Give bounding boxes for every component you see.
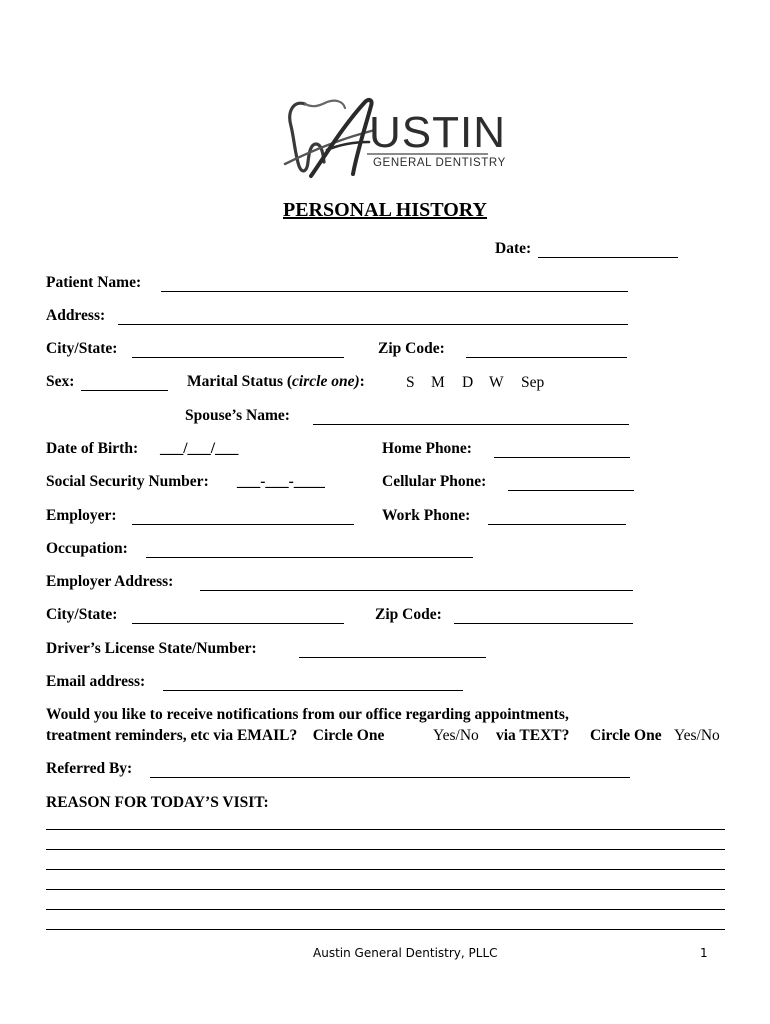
- page-number: 1: [700, 946, 708, 960]
- employer-city-state-label: City/State:: [46, 606, 118, 623]
- marital-option-w[interactable]: W: [489, 374, 504, 391]
- occupation-label: Occupation:: [46, 540, 128, 557]
- marital-option-m[interactable]: M: [431, 374, 445, 391]
- work-phone-field[interactable]: [488, 524, 626, 525]
- ssn-field[interactable]: ___-___-____: [237, 473, 325, 490]
- employer-address-field[interactable]: [200, 590, 633, 591]
- employer-field[interactable]: [132, 524, 354, 525]
- date-of-birth-label: Date of Birth:: [46, 440, 139, 457]
- email-address-field[interactable]: [163, 690, 463, 691]
- sex-field[interactable]: [81, 390, 168, 391]
- footer-company: Austin General Dentistry, PLLC: [313, 946, 498, 960]
- date-of-birth-field[interactable]: ___/___/___: [160, 440, 239, 457]
- zip-code-label: Zip Code:: [378, 340, 445, 357]
- cellular-phone-field[interactable]: [508, 490, 634, 491]
- logo-subtitle: GENERAL DENTISTRY: [373, 157, 506, 169]
- reason-line-4[interactable]: [46, 889, 725, 890]
- date-label: Date:: [495, 240, 532, 257]
- notification-question-line1: Would you like to receive notifications from our office regarding appointments,: [46, 706, 569, 723]
- notification-question-line2: treatment reminders, etc via EMAIL? Circle One: [46, 727, 385, 744]
- address-field[interactable]: [118, 324, 628, 325]
- reason-line-3[interactable]: [46, 869, 725, 870]
- spouse-name-label: Spouse’s Name:: [185, 407, 290, 424]
- reason-line-6[interactable]: [46, 929, 725, 930]
- text-yes-no-option[interactable]: Yes/No: [674, 727, 720, 744]
- city-state-label: City/State:: [46, 340, 118, 357]
- sex-label: Sex:: [46, 373, 75, 390]
- reason-line-5[interactable]: [46, 909, 725, 910]
- drivers-license-label: Driver’s License State/Number:: [46, 640, 257, 657]
- cellular-phone-label: Cellular Phone:: [382, 473, 487, 490]
- reason-line-1[interactable]: [46, 829, 725, 830]
- referred-by-field[interactable]: [150, 777, 630, 778]
- circle-one-hint: circle one): [292, 373, 360, 390]
- city-state-field[interactable]: [132, 357, 344, 358]
- page-title: PERSONAL HISTORY: [283, 199, 487, 221]
- marital-status-label: Marital Status (circle one):: [187, 373, 365, 390]
- referred-by-label: Referred By:: [46, 760, 133, 777]
- email-address-label: Email address:: [46, 673, 146, 690]
- drivers-license-field[interactable]: [299, 657, 486, 658]
- employer-zip-code-field[interactable]: [454, 623, 633, 624]
- logo-brand-text: USTIN: [369, 108, 506, 157]
- ssn-label: Social Security Number:: [46, 473, 209, 490]
- marital-option-s[interactable]: S: [406, 374, 415, 391]
- employer-zip-code-label: Zip Code:: [375, 606, 442, 623]
- zip-code-field[interactable]: [466, 357, 627, 358]
- spouse-name-field[interactable]: [313, 424, 629, 425]
- employer-address-label: Employer Address:: [46, 573, 174, 590]
- email-yes-no-option[interactable]: Yes/No: [433, 727, 479, 744]
- patient-name-field[interactable]: [161, 291, 628, 292]
- occupation-field[interactable]: [146, 557, 473, 558]
- employer-city-state-field[interactable]: [132, 623, 344, 624]
- home-phone-label: Home Phone:: [382, 440, 472, 457]
- text-circle-one-label: Circle One: [590, 727, 662, 744]
- reason-line-2[interactable]: [46, 849, 725, 850]
- employer-label: Employer:: [46, 507, 117, 524]
- date-field[interactable]: [538, 257, 678, 258]
- patient-name-label: Patient Name:: [46, 274, 142, 291]
- via-text-label: via TEXT?: [496, 727, 570, 744]
- work-phone-label: Work Phone:: [382, 507, 471, 524]
- marital-option-d[interactable]: D: [462, 374, 474, 391]
- reason-for-visit-label: REASON FOR TODAY’S VISIT:: [46, 794, 269, 811]
- austin-general-dentistry-logo: [283, 92, 506, 182]
- address-label: Address:: [46, 307, 106, 324]
- marital-option-sep[interactable]: Sep: [521, 374, 545, 391]
- home-phone-field[interactable]: [494, 457, 630, 458]
